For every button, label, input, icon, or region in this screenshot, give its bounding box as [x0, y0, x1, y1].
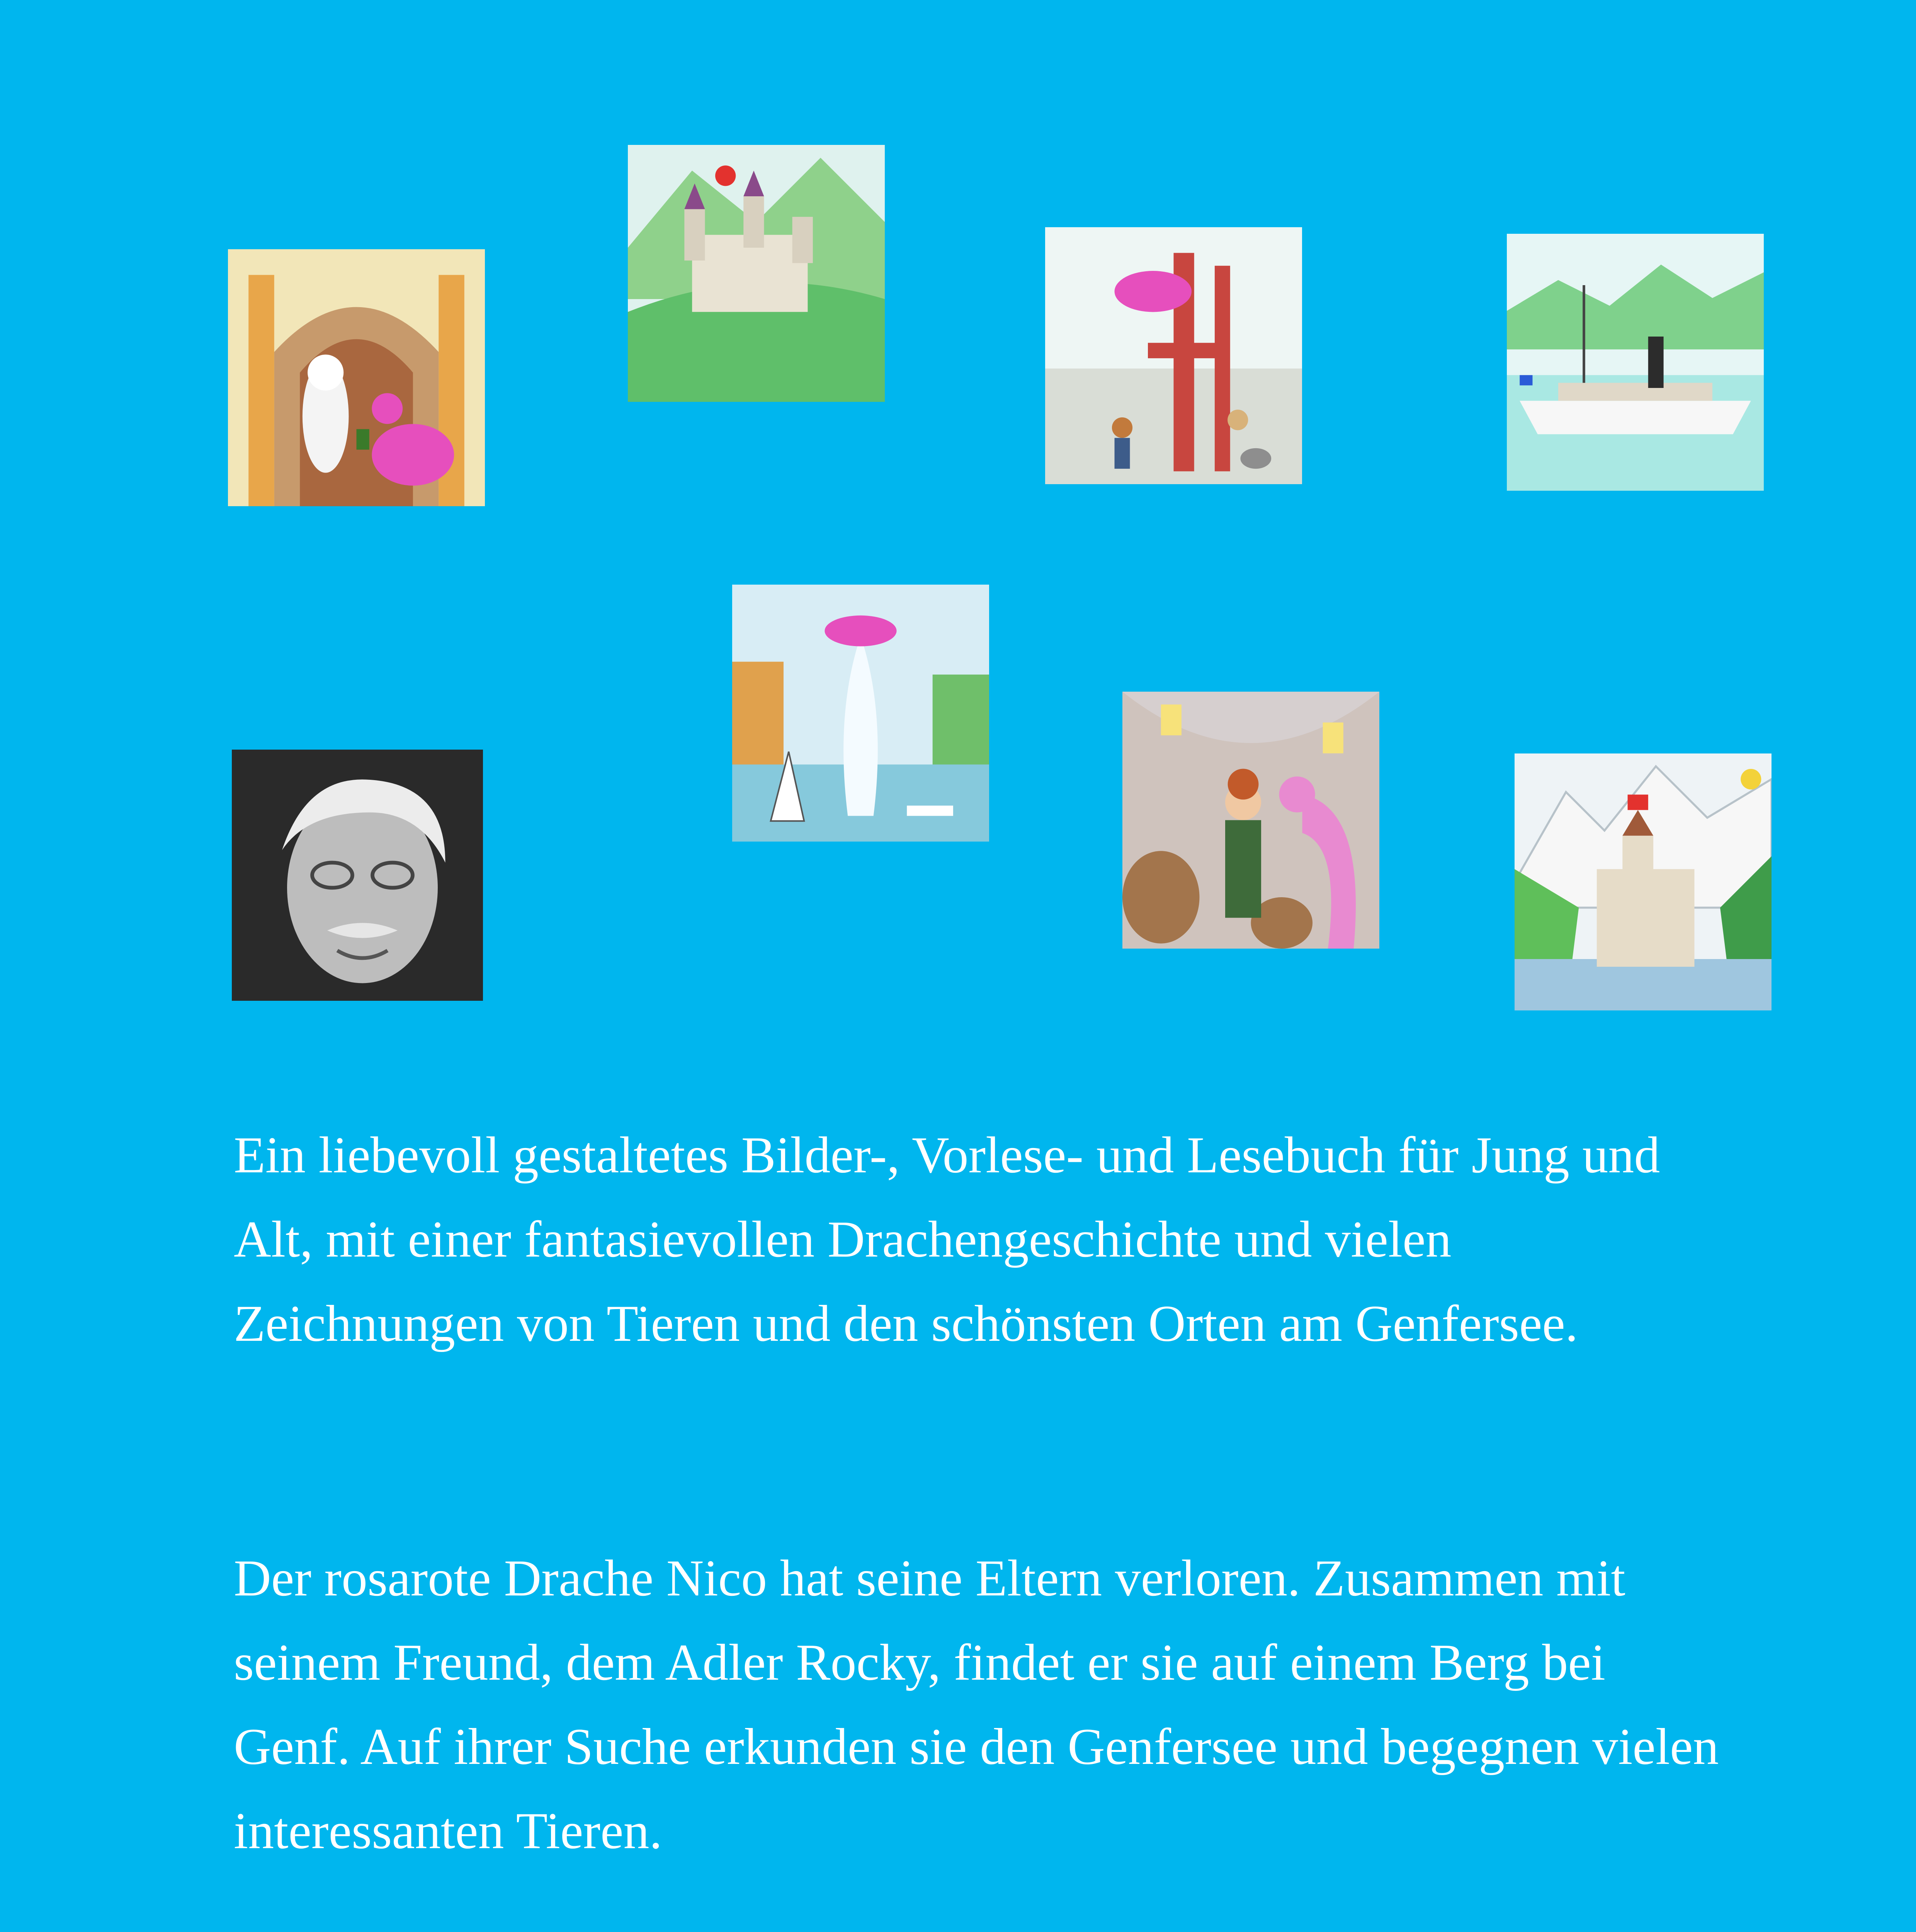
- wine-cellar-drawing: [1122, 692, 1379, 949]
- author-portrait: [232, 750, 483, 1001]
- castle-vineyard-drawing: [628, 145, 885, 402]
- chateau-de-chillon-drawing: [1515, 753, 1771, 1010]
- broken-chair-geneva-drawing: [1045, 227, 1302, 484]
- paddle-steamer-lake-drawing: [1507, 234, 1764, 491]
- blurb-paragraph-2: Der rosarote Drache Nico hat seine Eltern verloren. Zusammen mit seinem Freund, dem Adler Rocky, findet er sie auf einem Berg bei Genf. Auf ihrer Suche erkunden sie den Genfersee und begegnen vielen interessanten Tieren.: [234, 1549, 1719, 1859]
- cloister-ghost-dragon-drawing: [228, 249, 485, 506]
- jet-deau-fountain-drawing: [732, 585, 989, 842]
- blurb-paragraph-1: Ein liebevoll gestaltetes Bilder-, Vorlese- und Lesebuch für Jung und Alt, mit einer fantasievollen Drachengeschichte und vielen Zeichnungen von Tieren und den schönsten Orten am Genfersee.: [234, 1126, 1660, 1352]
